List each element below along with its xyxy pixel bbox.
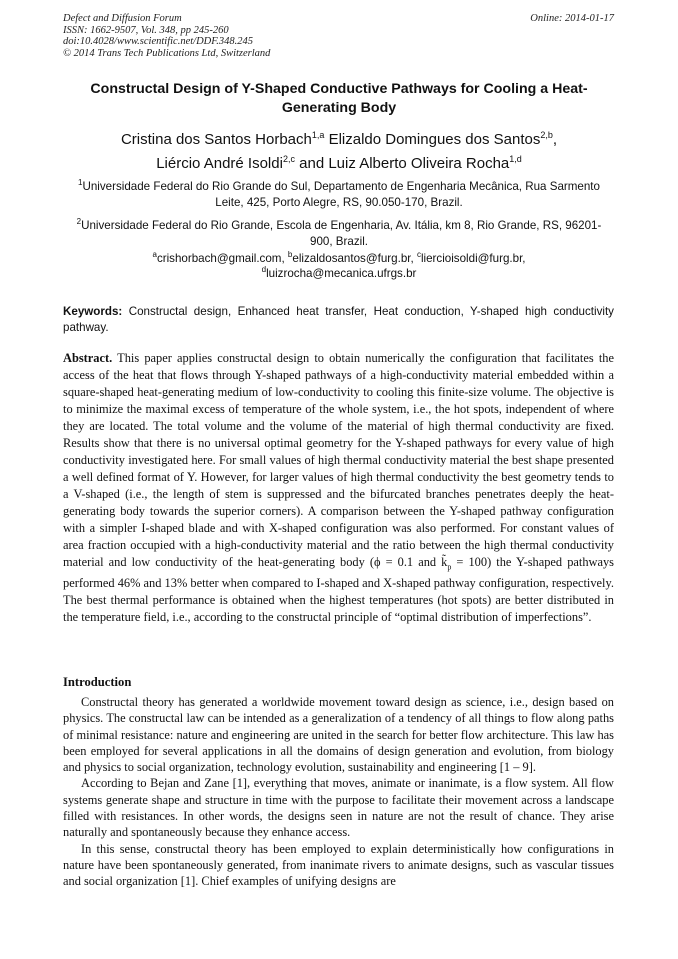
abstract-block [63, 350, 614, 626]
author-name: Liércio André Isoldi [156, 155, 283, 172]
email-superscript: b [287, 250, 293, 259]
affiliation-2 [66, 218, 612, 249]
author-name: Cristina dos Santos Horbach [120, 131, 312, 148]
affiliation-text: Universidade Federal do Rio Grande do Sul, Departamento de Engenharia Mecânica, Rua Sarmento Leite, 425, Porto Alegre, RS, 90.050-170, Brazil. [82, 180, 600, 209]
paper-title: Constructal Design of Y-Shaped Conductive Pathways for Cooling a Heat-Generating Body [90, 81, 588, 116]
email-link[interactable]: crishorbach@gmail.com, [156, 252, 285, 265]
affiliation-superscript: 1 [78, 178, 83, 187]
email-link[interactable]: elizaldosantos@furg.br, [292, 252, 414, 265]
introduction-heading: Introduction [63, 675, 132, 689]
author-separator: and [299, 155, 325, 172]
email-link[interactable]: luizrocha@mecanica.ufrgs.br [266, 266, 417, 280]
doi-line[interactable]: doi:10.4028/www.scientific.net/DDF.348.245 [63, 36, 254, 48]
abstract-label: Abstract. [63, 351, 113, 365]
k-tilde-symbol: k̃ [441, 555, 448, 569]
author-name: Luiz Alberto Oliveira Rocha [328, 155, 510, 172]
k-subscript: p [447, 562, 452, 572]
issn-line: ISSN: 1662-9507, Vol. 348, pp 245-260 [63, 24, 229, 36]
affiliation-1 [66, 179, 612, 210]
copyright-line: © 2014 Trans Tech Publications Ltd, Switzerland [63, 47, 271, 59]
affiliation-superscript: 2 [76, 217, 82, 226]
phi-symbol: ϕ [373, 555, 381, 569]
body-paragraph: According to Bejan and Zane [1], everything that moves, animate or inanimate, is a flow system. All flow systems generate shape and structure in time with the purpose to facilitate their movement across a landscape filled with resistances. In other words, the designs seen in nature are not the result of chance. They arise naturally and spontaneously because they enhance access. [63, 776, 614, 840]
body-paragraph: Constructal theory has generated a worldwide movement toward design as science, i.e., design based on physics. The constructal law can be intended as a generalization of a tendency of all things to flow along paths of minimal resistance: nature and engineering are united in the search for better flow architecture. This law has been employed for several applications in all the domains of design generation and evolution, from biology and physics to social organization, technology evolution, sustainability and engineering [1 – 9]. [63, 695, 614, 775]
journal-name: Defect and Diffusion Forum [63, 13, 182, 24]
author-superscript: 1,a [311, 130, 325, 140]
author-superscript: 2,c [282, 154, 295, 164]
author-separator: , [552, 131, 558, 148]
author-name: Elizaldo Domingues dos Santos [328, 131, 541, 148]
introduction-body [63, 694, 614, 890]
email-superscript: c [416, 250, 421, 259]
email-link[interactable]: liercioisoldi@furg.br, [420, 252, 526, 265]
abstract-text: = 100) [451, 555, 492, 569]
abstract-text: This paper applies constructal design to obtain numerically the configuration that facilitates the access of the heat that flows through Y-shaped pathways of a high-conductivity material embedded within a square-shaped heat-generating medium of low-conductivity to cooling this finite-size volume. The objective is to minimize the maximal excess of temperature of the whole system, i.e., the hot spots, independent of where they are located. The total volume and the volume of the material of high thermal conductivity are fixed. Results show that there is no universal optimal geometry for the Y-shaped pathways for every value of high conductivity investigated here. For small values of high thermal conductivity material the best shape presented a well defined format of Y. However, for larger values of high thermal conductivity the best geometry tends to a V-shaped (i.e., the length of stem is suppressed and the bifurcated branches penetrates deeply the heat-generating body towards the superior corners). A comparison between the Y-shaped pathway configuration with a simpler I-shaped blade and with X-shaped configuration was also performed. For constant values of area fraction occupied with a high-conductivity material and the ratio between the high thermal conductivity material and low conductivity of the heat-generating body ( [63, 351, 614, 569]
affiliation-text: Universidade Federal do Rio Grande, Escola de Engenharia, Av. Itália, km 8, Rio Grande, RS, 96201-900, Brazil. [81, 219, 602, 248]
journal-header [63, 13, 270, 59]
online-date: Online: 2014-01-17 [530, 13, 614, 24]
body-paragraph: In this sense, constructal theory has been employed to explain deterministically how configurations in nature have been spontaneously generated, from inanimate rivers to animate designs, such as vascular tissues and social organization [1]. Chief examples of unifying designs are [63, 841, 614, 889]
email-superscript: d [261, 264, 267, 274]
author-list [60, 128, 618, 176]
author-superscript: 1,d [509, 154, 522, 164]
keywords-text: Constructal design, Enhanced heat transfer, Heat conduction, Y-shaped high conductivity pathway. [63, 305, 614, 334]
abstract-text: = 0.1 and [380, 555, 442, 569]
author-emails [66, 252, 612, 281]
keywords-block [63, 304, 614, 335]
email-superscript: a [152, 250, 157, 259]
keywords-label: Keywords: [63, 305, 123, 318]
abstract-text: the Y-shaped pathways performed 46% and 13% better when compared to I-shaped and X-shaped pathway configuration, respectively. The best thermal performance is obtained when the highest temperatures (hot spots) are better distributed in the temperature field, i.e., according to the constructal principle of “optimal distribution of imperfections”. [63, 555, 614, 625]
author-superscript: 2,b [540, 130, 553, 140]
